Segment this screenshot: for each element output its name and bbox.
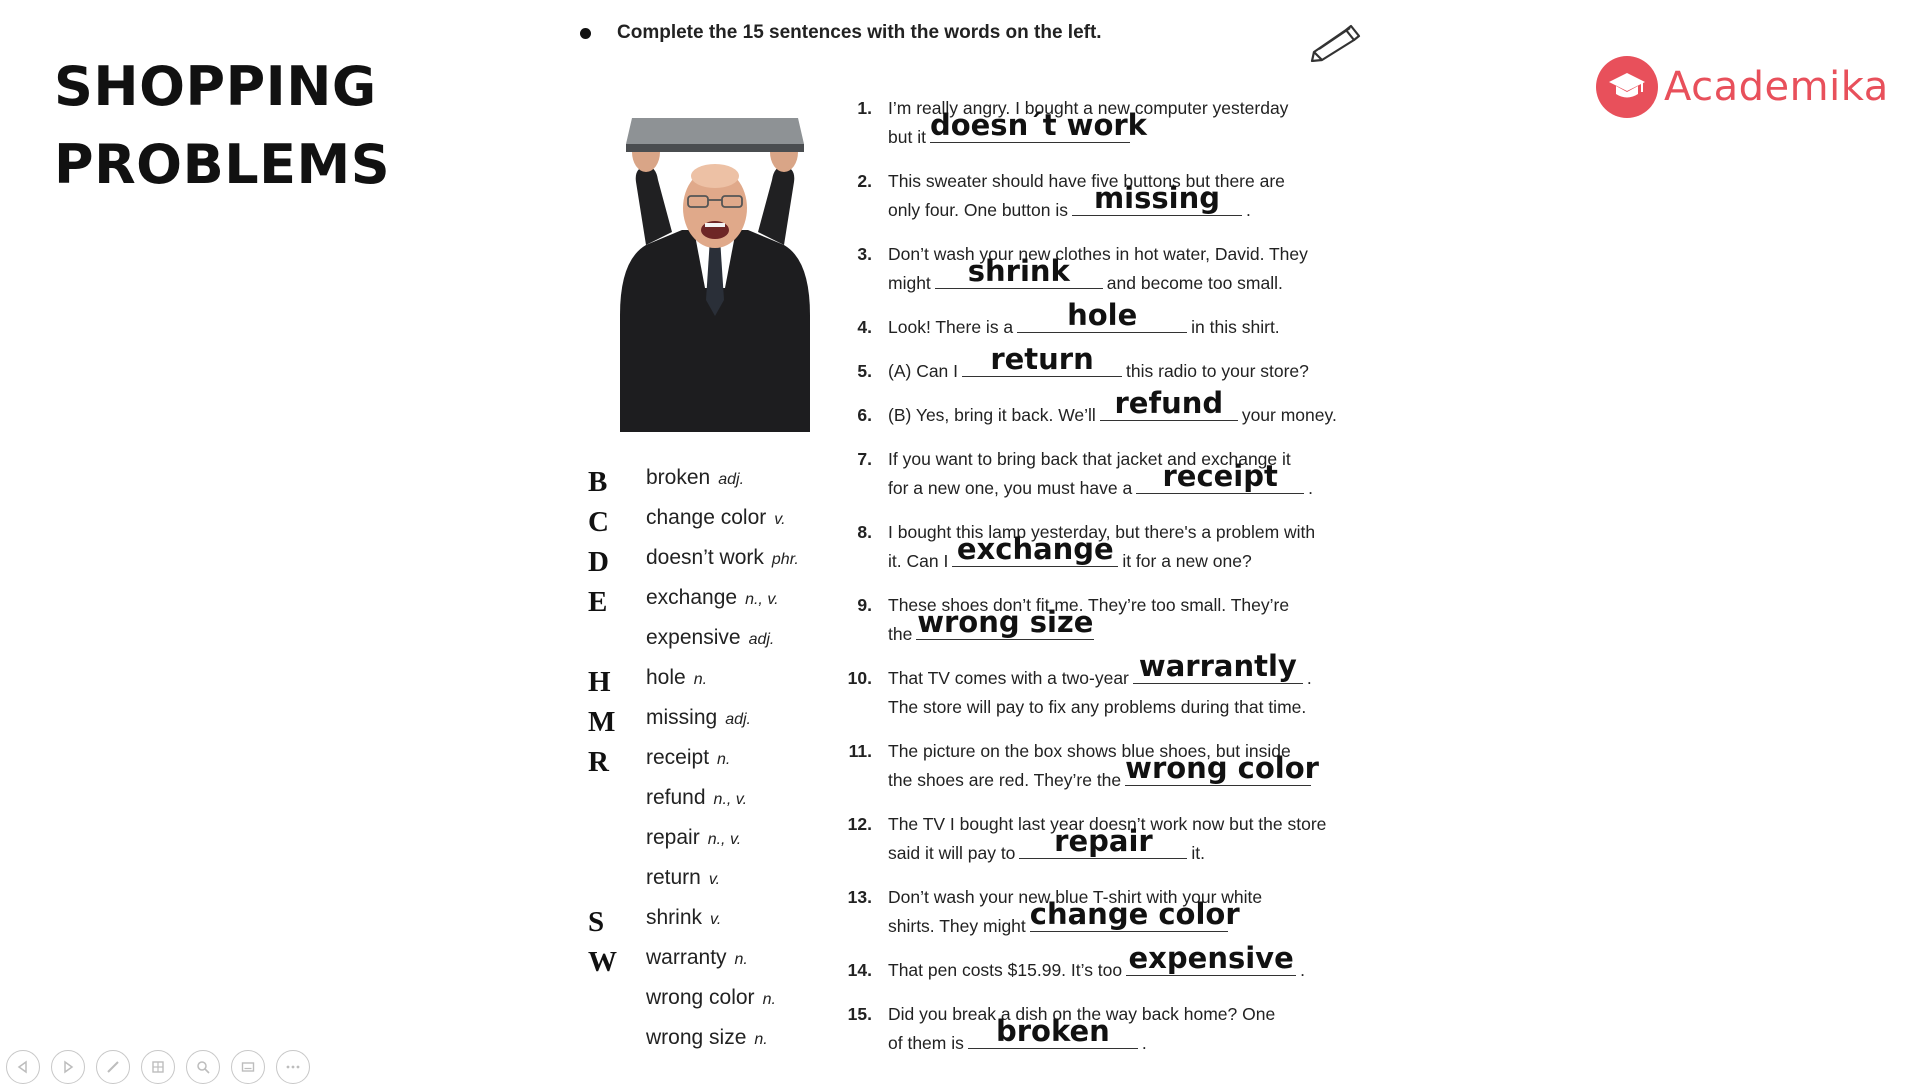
- answer-text: exchange: [956, 532, 1114, 566]
- answer-text: warrantly: [1138, 649, 1297, 683]
- academika-logo: [1596, 56, 1889, 118]
- instruction-text: Complete the 15 sentences with the words on the left.: [617, 22, 1102, 43]
- part-of-speech: n., v.: [713, 791, 748, 808]
- graduation-cap-icon: [1596, 56, 1658, 118]
- more-icon[interactable]: [276, 1050, 310, 1084]
- index-letter: C: [588, 506, 609, 538]
- zoom-icon[interactable]: [186, 1050, 220, 1084]
- answer-blank[interactable]: [1072, 181, 1242, 216]
- word-text: receipt n.: [646, 746, 731, 769]
- part-of-speech: n.: [717, 751, 731, 768]
- part-of-speech: adj.: [718, 471, 745, 488]
- index-letter: E: [588, 586, 608, 618]
- answer-text: wrong color: [1125, 751, 1319, 785]
- index-letter: R: [588, 746, 609, 778]
- word-text: hole n.: [646, 666, 708, 689]
- part-of-speech: v.: [774, 511, 786, 528]
- answer-blank[interactable]: [968, 1014, 1138, 1049]
- part-of-speech: n., v.: [707, 831, 742, 848]
- part-of-speech: phr.: [771, 551, 799, 568]
- word-text: doesn’t work phr.: [646, 546, 799, 569]
- answer-text: broken: [995, 1014, 1110, 1048]
- word-text: broken adj.: [646, 466, 745, 489]
- word-text: shrink v.: [646, 906, 722, 929]
- word-text: expensive adj.: [646, 626, 775, 649]
- answer-blank[interactable]: [1017, 298, 1187, 333]
- index-letter: W: [588, 946, 617, 978]
- part-of-speech: n.: [734, 951, 748, 968]
- index-letter: M: [588, 706, 616, 738]
- worksheet: Complete the 15 sentences with the words on the left. B broken adj. C change color v. D doesn’t work phr. E exchange n., v. expensive adj. H hole n. M missing adj. R receipt n. refund n., v. repair n., v. return v. S shrink v. W warranty n. wrong color n. wrong size n. 1. I’m really angry. I bought a new computer yesterday but it doesn´t work 2. This sweater should have five buttons but there are only four. One button is missing . 3. Don’t wash your new clothes in hot water, David. They might shrink and become too small. 4. Look! There is a hole in this shirt. 5. (A) Can I return this radio to your store? 6. (B) Yes, bring it back. We’ll refund your money. 7. If you want to bring back that jacket and exchange it for a new one, you must have a receipt . 8. I bought this lamp yesterday, but there's a problem with it. Can I exchange it for a new one? 9. These shoes don’t fit me. They’re too small. They’re the wrong size 10. That TV comes with a two-year warrantly . The store will pay to fix any problems during that time. 11. The picture on the box shows blue shoes, but inside the shoes are red. They’re the wrong color 12. The TV I bought last year doesn’t work now but the store said it will pay to repair it. 13. Don’t wash your new blue T-shirt with your white shirts. They might change color 14. That pen costs $15.99. It’s too expensive . 15. Did you break a dish on the way back home? One of them is broken .: [558, 0, 1398, 1080]
- part-of-speech: adj.: [748, 631, 775, 648]
- answer-blank[interactable]: [1126, 941, 1296, 976]
- previous-icon[interactable]: [6, 1050, 40, 1084]
- word-text: change color v.: [646, 506, 786, 529]
- word-text: warranty n.: [646, 946, 748, 969]
- answer-blank[interactable]: [1029, 897, 1240, 932]
- word-text: missing adj.: [646, 706, 751, 729]
- slide-title-line2: PROBLEMS: [54, 133, 391, 196]
- logo-text: Academika: [1664, 64, 1889, 110]
- answer-text: return: [990, 342, 1094, 376]
- answer-text: receipt: [1162, 459, 1278, 493]
- slideshow-toolbar: [6, 1050, 310, 1084]
- index-letter: H: [588, 666, 611, 698]
- word-text: wrong size n.: [646, 1026, 768, 1049]
- answer-blank[interactable]: [929, 108, 1147, 143]
- answer-text: refund: [1114, 386, 1224, 420]
- answer-blank[interactable]: [1133, 649, 1303, 684]
- part-of-speech: n.: [693, 671, 708, 688]
- answer-text: change color: [1029, 897, 1240, 931]
- answer-text: shrink: [967, 254, 1070, 288]
- part-of-speech: n.: [754, 1031, 768, 1048]
- answer-blank[interactable]: [962, 342, 1122, 377]
- answer-text: missing: [1093, 181, 1220, 215]
- word-text: refund n., v.: [646, 786, 748, 809]
- answer-blank[interactable]: [935, 254, 1103, 289]
- pen-icon[interactable]: [96, 1050, 130, 1084]
- answer-blank[interactable]: [1136, 459, 1304, 494]
- word-text: repair n., v.: [646, 826, 742, 849]
- pencil-icon: [1310, 22, 1362, 62]
- part-of-speech: v.: [710, 911, 722, 928]
- answer-text: expensive: [1128, 941, 1294, 975]
- next-icon[interactable]: [51, 1050, 85, 1084]
- answer-blank[interactable]: [916, 605, 1094, 640]
- index-letter: B: [588, 466, 608, 498]
- answer-text: wrong size: [917, 605, 1094, 639]
- answer-text: doesn´t work: [929, 108, 1147, 142]
- part-of-speech: v.: [708, 871, 721, 888]
- word-text: return v.: [646, 866, 721, 889]
- answer-blank[interactable]: [952, 532, 1118, 567]
- part-of-speech: adj.: [725, 711, 751, 728]
- index-letter: D: [588, 546, 609, 578]
- answer-blank[interactable]: [1100, 386, 1238, 421]
- answer-text: repair: [1054, 824, 1153, 858]
- subtitles-icon[interactable]: [231, 1050, 265, 1084]
- slide-title: [54, 48, 390, 204]
- part-of-speech: n., v.: [745, 591, 779, 608]
- answer-blank[interactable]: [1125, 751, 1319, 786]
- answer-blank[interactable]: [1019, 824, 1187, 859]
- word-text: exchange n., v.: [646, 586, 779, 609]
- instruction: [580, 22, 1102, 44]
- answer-text: hole: [1067, 298, 1138, 332]
- part-of-speech: n.: [762, 991, 776, 1008]
- angry-man-laptop-image: [598, 110, 828, 432]
- slide-title-line1: SHOPPING: [54, 55, 377, 118]
- word-text: wrong color n.: [646, 986, 776, 1009]
- bullet-icon: [580, 28, 591, 39]
- slides-icon[interactable]: [141, 1050, 175, 1084]
- index-letter: S: [588, 906, 605, 938]
